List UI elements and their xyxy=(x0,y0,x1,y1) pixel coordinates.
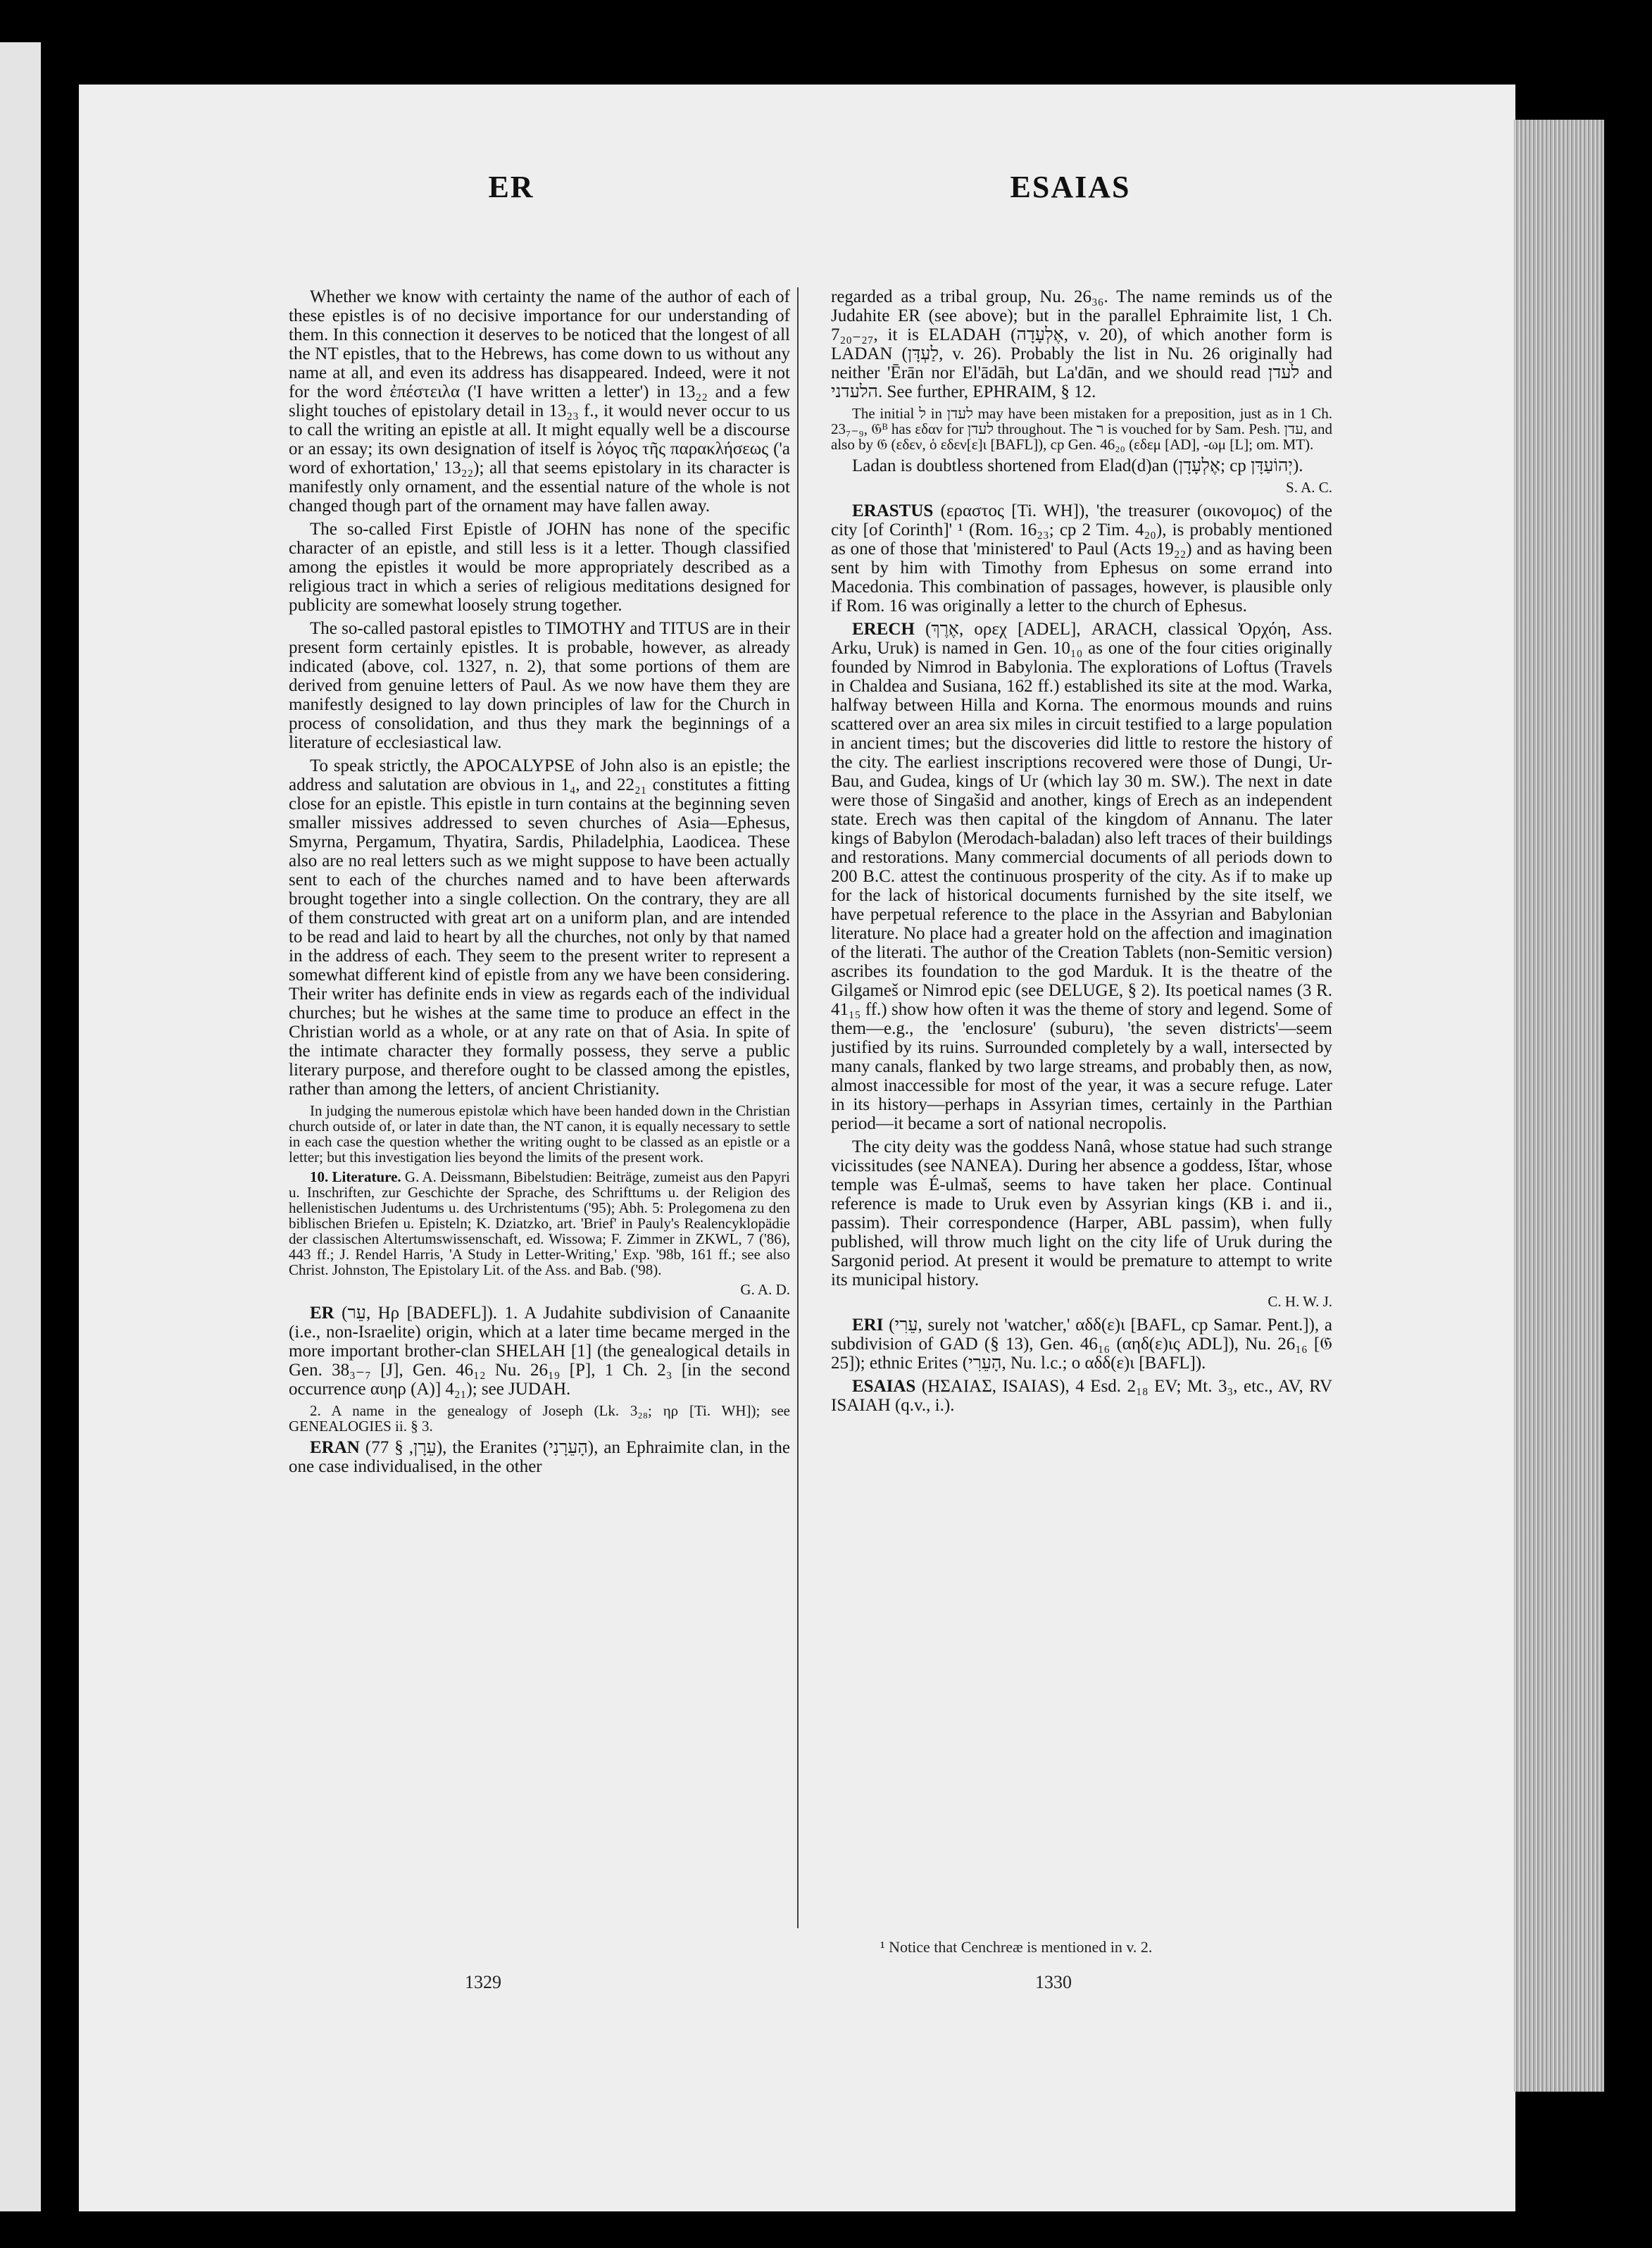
dictionary-entry xyxy=(289,1304,790,1399)
entry-headword: ERASTUS xyxy=(852,501,934,520)
text: (עֵרָן, § 77), the Eranites (הָעֵרָנִי), an Ephraimite clan, in the one case individualised, in the other xyxy=(289,1438,790,1476)
page-fore-edge xyxy=(1514,120,1604,2092)
dictionary-entry xyxy=(831,620,1332,1133)
text: 2. A name in the genealogy of Joseph (Lk. 3₂₈; ηρ [Ti. WH]); see GENEALOGIES ii. § 3. xyxy=(289,1402,790,1435)
text: The city deity was the goddess Nanâ, whose statue had such strange vicissitudes (see NANEA). During her absence a goddess, Ištar, whose temple was É-ulmaš, seems to have taken her place. Continual reference is made to Uruk even by Assyrian kings (KB i. and ii., passim). Their correspondence (Harper, ABL passim), when fully published, will throw much light on the city life of Uruk during the Sargonid period. At present it would be premature to attempt to write its municipal history. xyxy=(831,1137,1332,1290)
text: (עֵר, Ηρ [BADEFL]). 1. A Judahite subdivision of Canaanite (i.e., non-Israelite) origin, which at a later time became merged in the more important brother-clan SHELAH [1] (the genealogical details in Gen. 38₃₋₇ [J], Gen. 46₁₂ Nu. 26₁₉ [P], 1 Ch. 2₃ [in the second occurrence αυηρ (A)] 4₂₁); see JUDAH. xyxy=(289,1304,790,1399)
left-column xyxy=(289,287,790,1956)
text: The initial ל in לעדן may have been mistaken for a preposition, just as in 1 Ch. 23₇₋₉, 𝔊ᴮ has εδαν for לעדן throughout. The ר is vouched for by Sam. Pesh. עדן, and also by 𝔊 (εδεν, ὁ εδεν[ε]ι [BAFL]), cp Gen. 46₂₀ (εδεμ [AD], -ωμ [L]; om. MT). xyxy=(831,405,1332,453)
entry-headword: ER xyxy=(310,1304,334,1323)
dictionary-entry xyxy=(289,1438,790,1476)
text: S. A. C. xyxy=(1286,479,1332,496)
text: G. A. Deissmann, Bibelstudien: Beiträge, zumeist aus den Papyri u. Inschriften, zur Geschichte der Sprache, des Schrifttums u. der Religion des hellenistischen Judentums u. des Urchristentums ('95); Abh. 5: Prolegomena zu den biblischen Briefen u. Episteln; K. Dziatzko, art. 'Brief' in Pauly's Realencyklopädie der classischen Altertumswissenschaft, ed. Wissowa; F. Zimmer in ZKWL, 7 ('86), 443 ff.; J. Rendel Harris, 'A Study in Letter-Writing,' Exp. '98b, 161 ff.; see also Christ. Johnston, The Epistolary Lit. of the Ass. and Bab. ('98). xyxy=(289,1168,790,1278)
paragraph xyxy=(289,520,790,615)
paragraph xyxy=(831,456,1332,475)
page-number-left: 1329 xyxy=(465,1972,501,1992)
text: Ladan is doubtless shortened from Elad(d)an (אֶלְעָדָן; cp יְהוֹעַדָּן). xyxy=(852,456,1303,475)
paragraph xyxy=(289,756,790,1099)
small-print-note xyxy=(289,1169,790,1278)
small-print-note xyxy=(289,1103,790,1165)
small-print-note xyxy=(289,1403,790,1434)
paragraph xyxy=(289,619,790,752)
text: (ΗΣΑΙΑΣ, ISAIAS), 4 Esd. 2₁₈ EV; Mt. 3₃, etc., AV, RV ISAIAH (q.v., i.). xyxy=(831,1377,1332,1415)
text: (εραστος [Ti. WH]), 'the treasurer (οικονομος) of the city [of Corinth]' ¹ (Rom. 16₂₃; cp 2 Tim. 4₂₀), is probably mentioned as one of those that 'ministered' to Paul (Acts 19₂₂) and as having been sent by him with Timothy from Ephesus on some errand into Macedonia. This combination of passages, however, is plausible only if Rom. 16 was originally a letter to the church of Ephesus. xyxy=(831,501,1332,616)
entry-headword: ESAIAS xyxy=(852,1377,916,1396)
text: C. H. W. J. xyxy=(1268,1293,1332,1310)
entry-headword: ERECH xyxy=(852,620,915,639)
entry-headword: ERI xyxy=(852,1316,884,1335)
paragraph xyxy=(831,287,1332,401)
paragraph xyxy=(289,287,790,516)
paragraph xyxy=(831,1137,1332,1290)
right-column xyxy=(831,287,1332,1956)
text: To speak strictly, the APOCALYPSE of John also is an epistle; the address and salutation are obvious in 1₄, and 22₂₁ constitutes a fitting close for an epistle. This epistle in turn contains at the beginning seven smaller missives addressed to seven churches of Asia—Ephesus, Smyrna, Pergamum, Thyatira, Sardis, Philadelphia, Laodicea. These also are no real letters such as we might suppose to have been actually sent to each of the churches named and to have been afterwards brought together into a single collection. On the contrary, they are all of them constructed with great art on a uniform plan, and are intended to be read and laid to heart by all the churches, not only by that named in the address of each. They seem to the present writer to represent a somewhat different kind of epistle from any we have been considering. Their writer has definite ends in view as regards each of the individual churches; but he wishes at the same time to produce an effect in the Christian world as a whole, or at any rate on that of Asia. In spite of the intimate character they formally possess, they serve a public literary purpose, and therefore ought to be classed among the epistles, rather than among the letters, of ancient Christianity. xyxy=(289,756,790,1099)
entry-headword: ERAN xyxy=(310,1438,360,1457)
running-head-right: ESAIAS xyxy=(1010,170,1131,204)
text: The so-called pastoral epistles to TIMOTHY and TITUS are in their present form certainly epistles. It is probable, however, as already indicated (above, col. 1327, n. 2), that some portions of them are derived from genuine letters of Paul. As we now have them they are manifestly designed to lay down principles of law for the Church in process of consolidation, and thus they mark the beginnings of a literature of ecclesiastical law. xyxy=(289,619,790,752)
author-signature xyxy=(831,478,1332,497)
author-signature xyxy=(289,1280,790,1299)
text: (אֶרֶךְ, ορεχ [ADEL], ARACH, classical Ὀρχόη, Ass. Arku, Uruk) is named in Gen. 10₁₀ as one of the four cities originally founded by Nimrod in Babylonia. The explorations of Loftus (Travels in Chaldea and Susiana, 162 ff.) established its site at the mod. Warka, halfway between Hilla and Korna. The enormous mounds and ruins scattered over an area six miles in circuit testified to a large population in ancient times; but the discoveries did little to restore the history of the city. The earliest inscriptions recovered were those of Dungi, Ur-Bau, and Gudea, kings of Ur (which lay 30 m. SW.). The next in date were those of Singašid and another, kings of Erech as an independent state. Erech was then capital of the kingdom of Annanu. The later kings of Babylon (Merodach-baladan) also left traces of their buildings and restorations. Many commercial documents of all periods down to 200 B.C. attest the continuous prosperity of the city. As if to make up for the lack of historical documents furnished by the site itself, we have perpetual reference to the place in the Assyrian and Babylonian literature. No place had a greater hold on the affection and imagination of the literati. The author of the Creation Tablets (non-Semitic version) ascribes its foundation to the god Marduk. It is the theatre of the Gilgameš or Nimrod epic (see DELUGE, § 2). Its poetical names (3 R. 41₁₅ ff.) show how often it was the theme of story and legend. Some of them—e.g., the 'enclosure' (suburu), 'the seven districts'—seem justified by its ruins. Surrounded completely by a wall, intersected by many canals, flanked by two large streams, and probably then, as now, almost inaccessible for most of the year, it was a secure refuge. Later in its history—perhaps in Assyrian times, certainly in the Parthian period—it became a sort of national necropolis. xyxy=(831,620,1332,1133)
author-signature xyxy=(831,1292,1332,1311)
section-heading: 10. Literature. xyxy=(310,1168,401,1185)
text: (עֵרִי, surely not 'watcher,' αδδ(ε)ι [BAFL, cp Samar. Pent.]), a subdivision of GAD (§ 13), Gen. 46₁₆ (αηδ(ε)ις ADL]), Nu. 26₁₆ [𝔊 25]); ethnic Erites (הָעֵרִי, Nu. l.c.; ο αδδ(ε)ι [BAFL]). xyxy=(831,1316,1332,1373)
dictionary-entry xyxy=(831,1377,1332,1415)
text: In judging the numerous epistolæ which have been handed down in the Christian church outside of, or later in date than, the NT canon, it is equally necessary to settle in each case the question whether the writing ought to be classed as an epistle or a letter; but this investigation lies beyond the limits of the present work. xyxy=(289,1102,790,1166)
column-divider xyxy=(797,287,799,1928)
text: Whether we know with certainty the name of the author of each of these epistles is of no decisive importance for our understanding of them. In this connection it deserves to be noticed that the longest of all the NT epistles, that to the Hebrews, has come down to us without any name at all, and even its address has disappeared. Indeed, were it not for the word ἐπέστειλα ('I have written a letter') in 13₂₂ and a few slight touches of epistolary detail in 13₂₃ f., it would never occur to us to call the writing an epistle at all. It might equally well be a discourse or an essay; its own designation of itself is λόγος τῆς παρακλήσεως ('a word of exhortation,' 13₂₂); all that seems epistolary in its character is manifestly only ornament, and the essential nature of the whole is not changed though part of the ornament may have fallen away. xyxy=(289,287,790,516)
footnote: ¹ Notice that Cenchreæ is mentioned in v. 2. xyxy=(880,1938,1153,1956)
text: G. A. D. xyxy=(740,1281,790,1298)
running-head-left: ER xyxy=(488,170,534,204)
page-number-right: 1330 xyxy=(1035,1972,1072,1992)
small-print-note xyxy=(831,406,1332,452)
previous-page-edge xyxy=(0,42,41,2211)
dictionary-entry xyxy=(831,501,1332,616)
text: regarded as a tribal group, Nu. 26₃₆. The name reminds us of the Judahite ER (see above); but in the parallel Ephraimite list, 1 Ch. 7₂₀₋₂₇, it is ELADAH (אֶלְעָדָה, v. 20), of which another form is LADAN (לַעְדָּן, v. 26). Probably the list in Nu. 26 originally had neither 'Ērān nor El'ādāh, but La'dān, and we should read לעדן and הלעדני. See further, EPHRAIM, § 12. xyxy=(831,287,1332,401)
dictionary-entry xyxy=(831,1316,1332,1373)
text: The so-called First Epistle of JOHN has none of the specific character of an epistle, and still less is it a letter. Though classified among the epistles it would be more appropriately described as a religious tract in which a series of religious meditations designed for publicity are somewhat loosely strung together. xyxy=(289,520,790,615)
